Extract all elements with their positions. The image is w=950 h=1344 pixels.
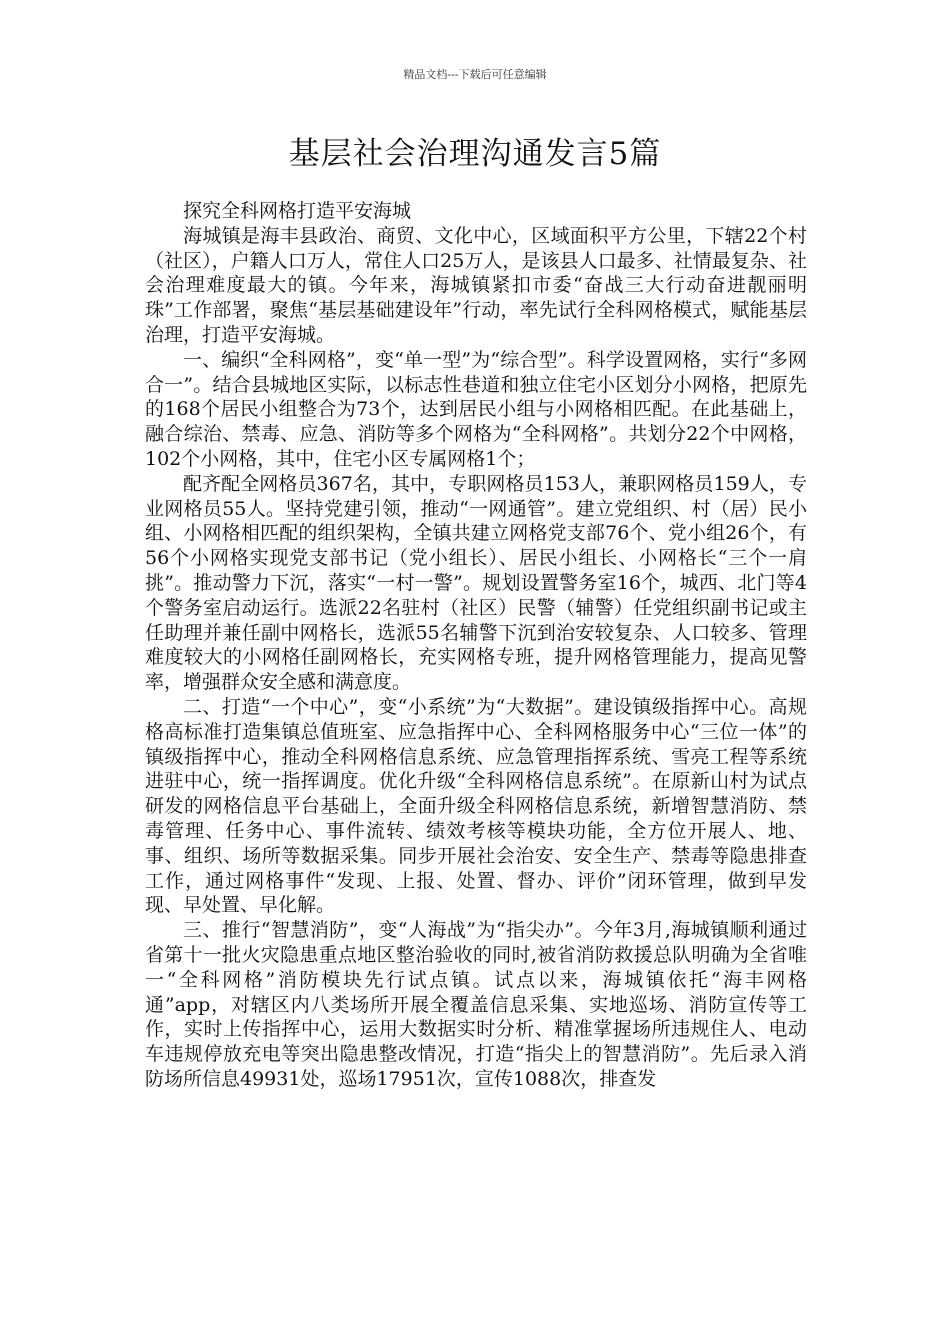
paragraph: 配齐配全网格员367名，其中，专职网格员153人，兼职网格员159人，专业网格员55人。坚持党建引领，推动“一网通管”。建立党组织、村（居）民小组、小网格相匹配的组织架构，全镇共建立网格党支部76个、党小组26个，有56个小网格实现党支部书记（党小组长）、居民小组长、小网格长“三个一肩挑”。推动警力下沉，落实“一村一警”。规划设置警务室16个，城西、北门等4个警务室启动运行。选派22名驻村（社区）民警（辅警）任党组织副书记或主任助理并兼任副中网格长，选派55名辅警下沉到治安较复杂、人口较多、管理难度较大的小网格任副网格长，充实网格专班，提升网格管理能力，提高见警率，增强群众安全感和满意度。	[145, 472, 807, 694]
page-header: 精品文档---下载后可任意编辑	[403, 68, 547, 81]
paragraph: 三、推行“智慧消防”，变“人海战”为“指尖办”。今年3月,海城镇顺利通过省第十一批火灾隐患重点地区整治验收的同时,被省消防救援总队明确为全省唯一“全科网格”消防模块先行试点镇。试点以来，海城镇依托“海丰网格通”app，对辖区内八类场所开展全覆盖信息采集、实地巡场、消防宣传等工作，实时上传指挥中心，运用大数据实时分析、精准掌握场所违规住人、电动车违规停放充电等突出隐患整改情况，打造“指尖上的智慧消防”。先后录入消防场所信息49931处，巡场17951次，宣传1088次，排查发	[145, 919, 807, 1090]
paragraph: 二、打造“一个中心”，变“小系统”为“大数据”。建设镇级指挥中心。高规格高标准打造集镇总值班室、应急指挥中心、全科网格服务中心“三位一体”的镇级指挥中心，推动全科网格信息系统、应急管理指挥系统、雪亮工程等系统进驻中心，统一指挥调度。优化升级“全科网格信息系统”。在原新山村为试点研发的网格信息平台基础上，全面升级全科网格信息系统，新增智慧消防、禁毒管理、任务中心、事件流转、绩效考核等模块功能，全方位开展人、地、事、组织、场所等数据采集。同步开展社会治安、安全生产、禁毒等隐患排查工作，通过网格事件“发现、上报、处置、督办、评价”闭环管理，做到早发现、早处置、早化解。	[145, 695, 807, 917]
paragraph: 一、编织“全科网格”，变“单一型”为“综合型”。科学设置网格，实行“多网合一”。结合县城地区实际，以标志性巷道和独立住宅小区划分小网格，把原先的168个居民小组整合为73个，达到居民小组与小网格相匹配。在此基础上，融合综治、禁毒、应急、消防等多个网格为“全科网格”。共划分22个中网格，102个小网格，其中，住宅小区专属网格1个；	[145, 348, 807, 470]
document-body	[145, 199, 807, 1092]
document-title: 基层社会治理沟通发言5篇	[288, 136, 662, 172]
paragraph: 海城镇是海丰县政治、商贸、文化中心，区域面积平方公里，下辖22个村（社区），户籍人口万人，常住人口25万人，是该县人口最多、社情最复杂、社会治理难度最大的镇。今年来，海城镇紧扣市委“奋战三大行动奋进靓丽明珠”工作部署，聚焦“基层基础建设年”行动，率先试行全科网格模式，赋能基层治理，打造平安海城。	[145, 224, 807, 346]
paragraph-subtitle: 探究全科网格打造平安海城	[183, 200, 412, 222]
